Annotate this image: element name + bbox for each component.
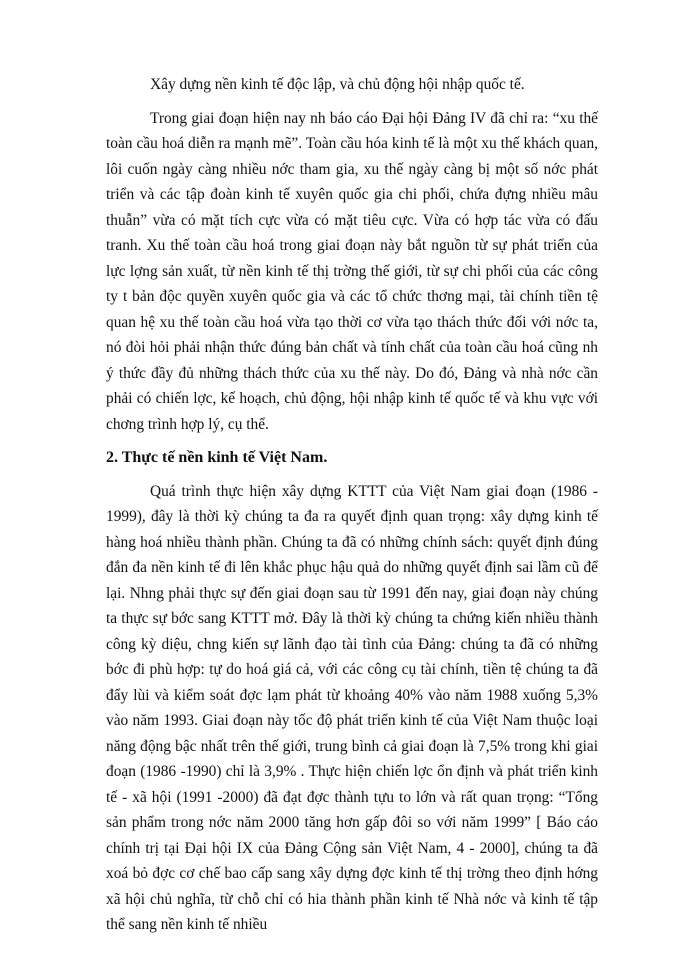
intro-paragraph: Xây dựng nền kinh tế độc lập, và chủ động hội nhập quốc tế. (150, 76, 525, 93)
economy-paragraph: Quá trình thực hiện xây dựng KTTT của Việt Nam giai đoạn (1986 - 1999), đây là thời kỳ chúng ta đa ra quyết định quan trọng: xây dựng kinh tế hàng hoá nhiều thành phần. Chúng ta đã có những chính sách: quyết định đúng đắn đa nền kinh tế đi lên khắc phục hậu quả do những quyết định sai lầm cũ để lại. Nhng phải thực sự đến giai đoạn sau từ 1991 đến nay, giai đoạn này chúng ta thực sự bớc sang KTTT mở. Đây là thời kỳ chúng ta chứng kiến nhiều thành công kỳ diệu, chng kiến sự lãnh đạo tài tình của Đảng: chúng ta đã có những bớc đi phù hợp: tự do hoá giá cả, với các công cụ tài chính, tiền tệ chúng ta đã đẩy lùi và kiểm soát đợc lạm phát từ khoảng 40% vào năm 1988 xuống 5,3% vào năm 1993. Giai đoạn này tốc độ phát triển kinh tế của Việt Nam thuộc loại năng động bậc nhất trên thế giới, trung bình cả giai đoạn là 7,5% trong khi giai đoạn (1986 -1990) chỉ là 3,9% . Thực hiện chiến lợc ổn định và phát triển kinh tế - xã hội (1991 -2000) đã đạt đợc thành tựu to lớn và rất quan trọng: “Tổng sản phẩm trong nớc năm 2000 tăng hơn gấp đôi so với năm 1999” [ Báo cáo chính trị tại Đại hội IX của Đảng Cộng sản Việt Nam, 4 - 2000], chúng ta đã xoá bỏ đợc cơ chế bao cấp sang xây dựng đợc kinh tế thị trờng theo định hớng xã hội chủ nghĩa, từ chỗ chỉ có hia thành phần kinh tế Nhà nớc và kinh tế tập thể sang nền kinh tế nhiều (106, 482, 598, 933)
document-body (106, 72, 598, 946)
globalization-paragraph: Trong giai đoạn hiện nay nh báo cáo Đại hội Đảng IV đã chỉ ra: “xu thế toàn cầu hoá diễn ra mạnh mẽ”. Toàn cầu hóa kinh tế là một xu thế khách quan, lôi cuốn ngày càng nhiều nớc tham gia, xu thế ngày càng bị một số nớc phát triển và các tập đoàn kinh tế xuyên quốc gia chi phối, chứa đựng nhiều mâu thuẫn” vừa có mặt tích cực vừa có mặt tiêu cực. Vừa có hợp tác vừa có đấu tranh. Xu thế toàn cầu hoá trong giai đoạn này bắt nguồn từ sự phát triển của lực lợng sản xuất, từ nền kinh tế thị trờng thế giới, từ sự chi phối của các công ty t bản độc quyền xuyên quốc gia và các tổ chức thơng mại, tài chính tiền tệ quan hệ xu thế toàn cầu hoá vừa tạo thời cơ vừa tạo thách thức đối với nớc ta, nó đòi hỏi phải nhận thức đúng bản chất và tính chất của toàn cầu hoá cũng nh ý thức đầy đủ những thách thức của xu thế này. Do đó, Đảng và nhà nớc cần phải có chiến lợc, kế hoạch, chủ động, hội nhập kinh tế quốc tế và khu vực với chơng trình hợp lý, cụ thể. (106, 109, 598, 433)
section-heading: 2. Thực tế nền kinh tế Việt Nam. (106, 449, 328, 466)
